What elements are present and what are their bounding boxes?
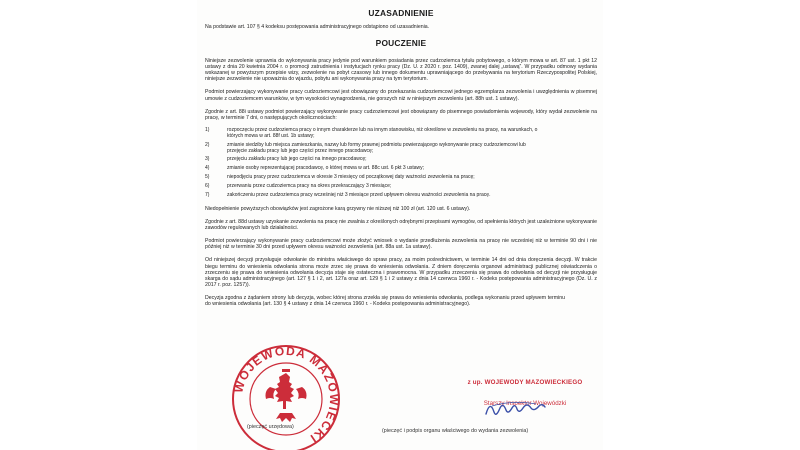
list-item [205, 166, 597, 172]
paragraph-appeal: Od niniejszej decyzji przysługuje odwołanie do ministra właściwego do spraw pracy, za moim pośrednictwem, w terminie 14 dni od dnia doręczenia decyzji. W trakcie biegu terminu do wniesienia odwołania strona może zrzec się prawa do wniesienia odwołania. Z dniem doręczenia organowi administracji publicznej oświadczenia o zrzeczeniu się prawa do wniesienia odwołania decyzja staje się ostateczna i prawomocna. W przypadku zrzeczenia się prawa do odwołania od decyzji nie przysługuje skarga do sądu administracyjnego (art. 127 § 1 i 2, art. 127a oraz art. 129 § 1 i 2 ustawy z dnia 14 czerwca 1960 r. - Kodeks postępowania administracyjnego (Dz. U. z 2017 r. poz. 1257)). [205, 257, 597, 288]
list-item [205, 175, 597, 181]
handwritten-signature [482, 398, 552, 420]
list-text: zmianie siedziby lub miejsca zamieszkania, nazwy lub formy prawnej podmiotu powierzającego wykonywanie pracy cudzoziemcowi lub przejęcie zakładu pracy lub jego części przez innego pracodawcę; [227, 141, 526, 154]
list-text: zakończeniu przez cudzoziemca pracy wcześniej niż 3 miesiące przed upływem okresu ważności zezwolenia na pracę. [227, 192, 491, 199]
paragraph-permit-scope: Niniejsze zezwolenie uprawnia do wykonywania pracy jedynie pod warunkiem posiadania przez cudzoziemca tytułu pobytowego, o którym mowa w art. 87 ust. 1 pkt 12 ustawy z dnia 20 kwietnia 2004 r. o promocji zatrudnienia i instytucjach rynku pracy (Dz. U. z 2020 r. poz. 1409), zwanej dalej „ustawą”. W przypadku odmowy wydania wskazanej w powyższym przepisie wizy, zezwolenie na pobyt czasowy lub innego dokumentu uprawniającego do przebywania na terytorium Rzeczypospolitej Polskiej, niniejsze zezwolenie nie upoważnia do wjazdu, pobytu ani wykonywania pracy na tym terytorium. [205, 58, 597, 83]
list-number: 2) [205, 141, 210, 148]
basis-paragraph: Na podstawie art. 107 § 4 kodeksu postępowania administracyjnego odstąpiono od uzasadnienia. [205, 24, 430, 30]
paragraph-employer-duty: Podmiot powierzający wykonywanie pracy cudzoziemcowi jest obowiązany do przekazania cudzoziemcowi jednego egzemplarza zezwolenia i uwzględnienia w pisemnej umowie z cudzoziemcem warunków, w tym wysokości wynagrodzenia, nie gorszych niż w niniejszym zezwoleniu (art. 88h ust. 1 ustawy). [205, 89, 597, 102]
list-number: 1) [205, 126, 210, 133]
eagle-emblem-icon [266, 369, 307, 422]
paragraph-extension: Podmiot powierzający wykonywanie pracy cudzoziemcowi może złożyć wniosek o wydanie przedłużenia zezwolenia na pracę nie wcześniej niż w terminie 90 dni i nie później niż w terminie 30 dni przed upływem okresu ważności zezwolenia (art. 88a ust. 1a ustawy). [205, 238, 597, 251]
list-text: zmianie osoby reprezentującej pracodawcę, o której mowa w art. 88c ust. 6 pkt 3 ustawy; [227, 165, 425, 172]
document-body [205, 6, 597, 314]
circumstances-list [205, 128, 597, 199]
official-stamp-caption: (pieczęć urzędowa) [247, 424, 294, 430]
list-text: niepodjęciu pracy przez cudzoziemca w okresie 3 miesięcy od początkowej daty ważności zezwolenia na pracę; [227, 174, 475, 181]
list-number: 3) [205, 156, 210, 163]
list-item [205, 157, 597, 163]
authority-signature-caption: (pieczęć i podpis organu właściwego do wydania zezwolenia) [382, 428, 529, 434]
svg-text:WOJEWODA MAZOWIECKI: WOJEWODA MAZOWIECKI [231, 343, 342, 446]
list-item [205, 184, 597, 190]
list-number: 5) [205, 174, 210, 181]
list-text: przejęciu zakładu pracy lub jego części na innego pracodawcę; [227, 156, 367, 163]
paragraph-notification: Zgodnie z art. 88i ustawy podmiot powierzający wykonywanie pracy cudzoziemcowi jest obowiązany do pisemnego powiadomienia wojewody, który wydał zezwolenie na pracę, w terminie 7 dni, o następujących okolicznościach: [205, 108, 597, 121]
official-seal-stamp [230, 343, 342, 450]
paragraph-regulated-professions: Zgodnie z art. 88d ustawy uzyskanie zezwolenia na pracę nie zwalnia z określonych odrębnymi przepisami wymogów, od spełnienia których jest uzależnione wykonywanie zawodów regulowanych lub działalności. [205, 219, 597, 232]
signatory-title: Starszy Inspektor Wojewódzki [483, 400, 567, 407]
list-item [205, 128, 597, 140]
list-number: 6) [205, 183, 210, 190]
list-text: przerwaniu przez cudzoziemca pracy na okres przekraczający 3 miesiące; [227, 183, 392, 190]
list-text: rozpoczęciu przez cudzoziemca pracy o innym charakterze lub na innym stanowisku, niż określone w zezwoleniu na pracę, na warunkach, o których mowa w art. 88f ust. 1b ustawy; [227, 126, 538, 139]
justification-heading: UZASADNIENIE [368, 8, 434, 18]
paragraph-execution: Decyzja zgodna z żądaniem strony lub decyzja, wobec której strona zrzekła się prawa do wniesienia odwołania, podlega wykonaniu przed upływem terminu do wniesienia odwołania (art. 130 § 4 ustawy z dnia 14 czerwca 1960 r. - Kodeks postępowania administracyjnego). [205, 294, 565, 308]
instruction-heading: POUCZENIE [375, 38, 427, 49]
paragraph-penalty: Niedopełnienie powyższych obowiązków jest zagrożone karą grzywny nie niższej niż 100 zł (art. 120 ust. 6 ustawy). [205, 206, 471, 212]
list-item [205, 143, 597, 155]
authorization-line: z up. WOJEWODY MAZOWIECKIEGO [467, 379, 583, 386]
list-number: 4) [205, 165, 210, 172]
document-page [197, 0, 603, 450]
list-number: 7) [205, 192, 210, 199]
list-item [205, 193, 597, 199]
